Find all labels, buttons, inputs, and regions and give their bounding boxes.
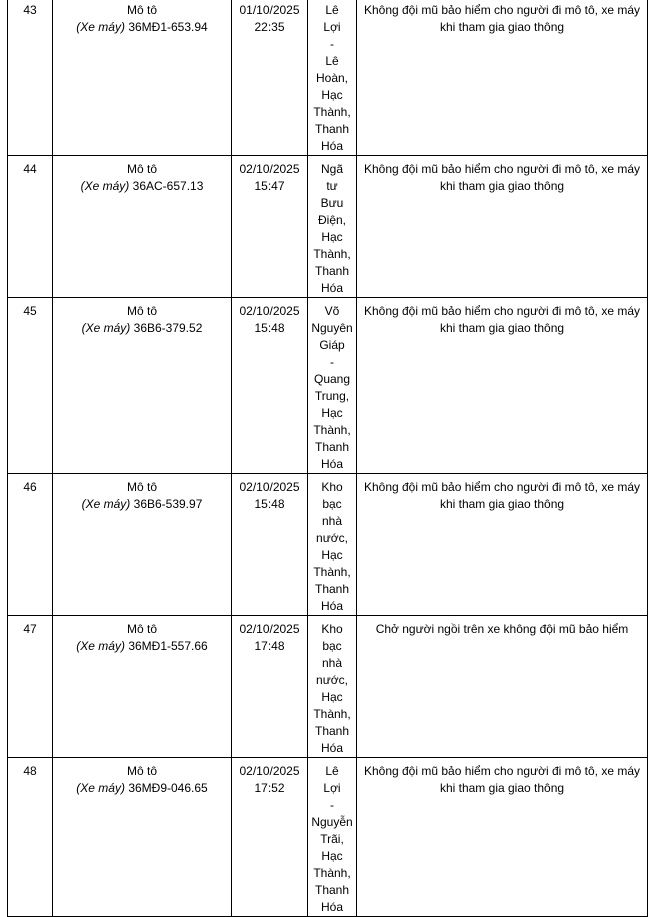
row-number-cell: [8, 0, 53, 156]
violation-date: 02/10/2025: [239, 764, 300, 778]
vehicle-category: Mô tô: [126, 304, 157, 318]
location-cell: [308, 156, 357, 298]
table-row: [8, 156, 648, 298]
vehicle-type: (Xe máy): [80, 179, 130, 193]
table-row: [8, 474, 648, 616]
vehicle-cell: [53, 0, 232, 156]
row-number: 45: [23, 304, 37, 318]
violation-description: Chở người ngồi trên xe không đội mũ bảo hiểm: [375, 622, 629, 636]
violation-location: Kho bạc nhà nước, Hạc Thành, Thanh Hóa: [313, 622, 351, 755]
row-number: 43: [23, 3, 37, 17]
violation-cell: [357, 298, 648, 474]
row-number: 47: [23, 622, 37, 636]
vehicle-type: (Xe máy): [76, 20, 125, 34]
vehicle-category: Mô tô: [126, 764, 157, 778]
location-cell: [308, 758, 357, 917]
violation-time: 22:35: [254, 20, 285, 34]
row-number-cell: [8, 298, 53, 474]
violation-time: 15:48: [254, 497, 285, 511]
location-cell: [308, 298, 357, 474]
datetime-cell: [232, 616, 308, 758]
row-number-cell: [8, 474, 53, 616]
vehicle-cell: [53, 298, 232, 474]
datetime-cell: [232, 0, 308, 156]
table-row: [8, 0, 648, 156]
violation-cell: [357, 616, 648, 758]
vehicle-category: Mô tô: [126, 162, 157, 176]
vehicle-type: (Xe máy): [81, 321, 131, 335]
row-number: 48: [23, 764, 37, 778]
violation-location: Võ Nguyên Giáp - Quang Trung, Hạc Thành, Thanh Hóa: [311, 304, 353, 471]
vehicle-category: Mô tô: [126, 622, 157, 636]
vehicle-cell: [53, 758, 232, 917]
vehicle-cell: [53, 616, 232, 758]
violation-location: Lê Lợi - Nguyễn Trãi, Hạc Thành, Thanh Hóa: [311, 764, 353, 914]
violation-cell: [357, 0, 648, 156]
violation-description: Không đội mũ bảo hiểm cho người đi mô tô, xe máy khi tham gia giao thông: [363, 480, 641, 511]
table-row: [8, 616, 648, 758]
violation-cell: [357, 156, 648, 298]
violation-time: 17:52: [254, 781, 285, 795]
license-plate: 36MĐ1-653.94: [128, 20, 208, 34]
license-plate: 36MĐ1-557.66: [128, 639, 208, 653]
vehicle-type: (Xe máy): [76, 639, 125, 653]
license-plate: 36B6-539.97: [133, 497, 203, 511]
license-plate: 36AC-657.13: [132, 179, 204, 193]
violations-table-body: [8, 0, 648, 917]
license-plate: 36MĐ9-046.65: [128, 781, 208, 795]
violation-time: 15:47: [254, 179, 285, 193]
violation-location: Ngã tư Bưu Điện, Hạc Thành, Thanh Hóa: [313, 162, 351, 295]
violation-time: 15:48: [254, 321, 285, 335]
row-number-cell: [8, 758, 53, 917]
violation-date: 02/10/2025: [239, 622, 300, 636]
violations-table: [7, 0, 648, 917]
vehicle-category: Mô tô: [126, 480, 157, 494]
datetime-cell: [232, 474, 308, 616]
violation-description: Không đội mũ bảo hiểm cho người đi mô tô, xe máy khi tham gia giao thông: [363, 764, 641, 795]
vehicle-cell: [53, 474, 232, 616]
violation-date: 01/10/2025: [239, 3, 300, 17]
violation-date: 02/10/2025: [239, 162, 300, 176]
datetime-cell: [232, 298, 308, 474]
violation-description: Không đội mũ bảo hiểm cho người đi mô tô, xe máy khi tham gia giao thông: [363, 304, 641, 335]
violation-cell: [357, 758, 648, 917]
violation-description: Không đội mũ bảo hiểm cho người đi mô tô, xe máy khi tham gia giao thông: [363, 162, 641, 193]
violation-location: Lê Lợi - Lê Hoàn, Hạc Thành, Thanh Hóa: [313, 3, 351, 153]
vehicle-category: Mô tô: [126, 3, 157, 17]
vehicle-cell: [53, 156, 232, 298]
license-plate: 36B6-379.52: [133, 321, 203, 335]
violation-date: 02/10/2025: [239, 480, 300, 494]
datetime-cell: [232, 156, 308, 298]
violation-cell: [357, 474, 648, 616]
location-cell: [308, 474, 357, 616]
table-row: [8, 298, 648, 474]
violation-time: 17:48: [254, 639, 285, 653]
row-number-cell: [8, 616, 53, 758]
row-number: 44: [23, 162, 37, 176]
violation-date: 02/10/2025: [239, 304, 300, 318]
row-number-cell: [8, 156, 53, 298]
vehicle-type: (Xe máy): [76, 781, 125, 795]
violation-description: Không đội mũ bảo hiểm cho người đi mô tô, xe máy khi tham gia giao thông: [363, 3, 641, 34]
row-number: 46: [23, 480, 37, 494]
vehicle-type: (Xe máy): [81, 497, 131, 511]
table-row: [8, 758, 648, 917]
violation-location: Kho bạc nhà nước, Hạc Thành, Thanh Hóa: [313, 480, 351, 613]
location-cell: [308, 0, 357, 156]
datetime-cell: [232, 758, 308, 917]
location-cell: [308, 616, 357, 758]
